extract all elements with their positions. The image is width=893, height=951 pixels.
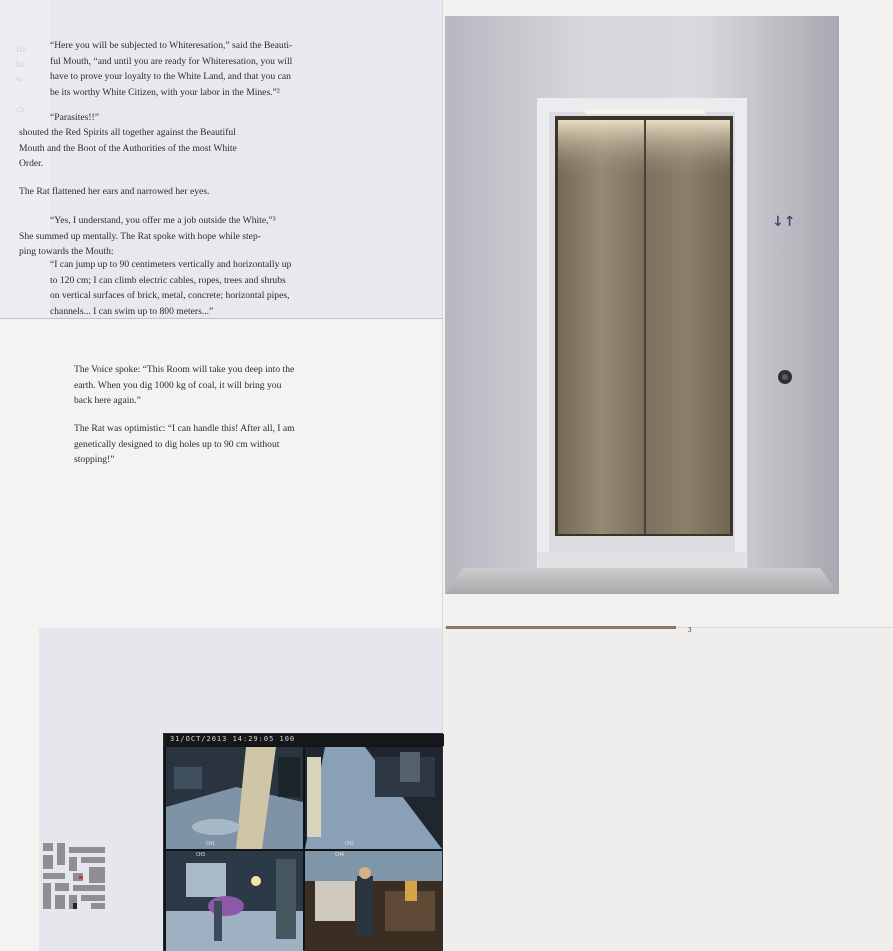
text-line: “Here you will be subjected to Whiteresation,” said the Beauti- [50,40,293,51]
elevator-photo [445,16,839,594]
cctv-monitor-image [163,733,443,951]
text-line: back here again.” [74,395,141,407]
text-line: stopping!” [74,454,115,466]
text-line: ful Mouth, “and until you are ready for Whiteresation, you will [50,55,293,67]
rat-ears-line: The Rat flattened her ears and narrowed her eyes. [19,186,210,197]
text-line: shouted the Red Spirits all together against the Beautiful [19,127,236,138]
channel-label: CH3 [196,852,206,858]
optimistic-paragraph [74,421,334,468]
text-line: She summed up mentally. The Rat spoke with hope while step- [19,230,261,242]
voice-paragraph [74,362,334,409]
text-line: “I can jump up to 90 centimeters vertically and horizontally up [50,259,292,270]
text-line: channels... I can swim up to 800 meters...” [50,305,214,317]
text-line: have to prove your loyalty to the White Land, and that you can [50,71,291,83]
text-line: to 120 cm; I can climb electric cables, ropes, trees and shrubs [50,274,286,286]
text-line: The Rat was optimistic: “I can handle this! After all, I am [74,423,295,434]
left-page [0,0,443,951]
summed-paragraph [19,213,319,260]
text-line: ping towards the Mouth: [19,246,114,258]
text-line: on vertical surfaces of brick, metal, concrete; horizontal pipes, [50,290,290,302]
jump-paragraph [50,257,340,319]
right-page-lower [444,627,893,951]
camera-feed [166,851,303,951]
text-line: “Yes, I understand, you offer me a job outside the White,”³ [50,215,276,226]
shouted-paragraph [19,125,279,172]
parasites-line: “Parasites!!” [50,112,100,123]
photo-edge-strip [446,626,676,629]
page-mark: 3 [688,626,692,634]
text-line: Mouth and the Boot of the Authorities of the most White [19,142,237,154]
text-line: Order. [19,158,44,170]
channel-label: CH4 [335,852,345,858]
text-line: The Voice spoke: “This Room will take you deep into the [74,364,295,375]
camera-feed [305,747,442,849]
text-line: genetically designed to dig holes up to 90 cm without [74,438,280,450]
text-line: earth. When you dig 1000 kg of coal, it will bring you [74,379,282,391]
camera-feed [305,851,442,951]
cctv-timestamp: 31/OCT/2013 14:29:05 100 [170,735,296,743]
text-line: be its worthy White Citizen, with your labor in the Mines.”² [50,86,280,98]
bleed-through-text: Ha ha w ch [16,44,27,114]
svg-text:↓↑: ↓↑ [772,214,796,230]
channel-label: CH1 [206,841,216,847]
camera-feed [166,747,303,849]
channel-label: CH2 [345,841,355,847]
mouth-speech-paragraph [50,38,335,100]
maze-logo-icon [43,843,109,911]
